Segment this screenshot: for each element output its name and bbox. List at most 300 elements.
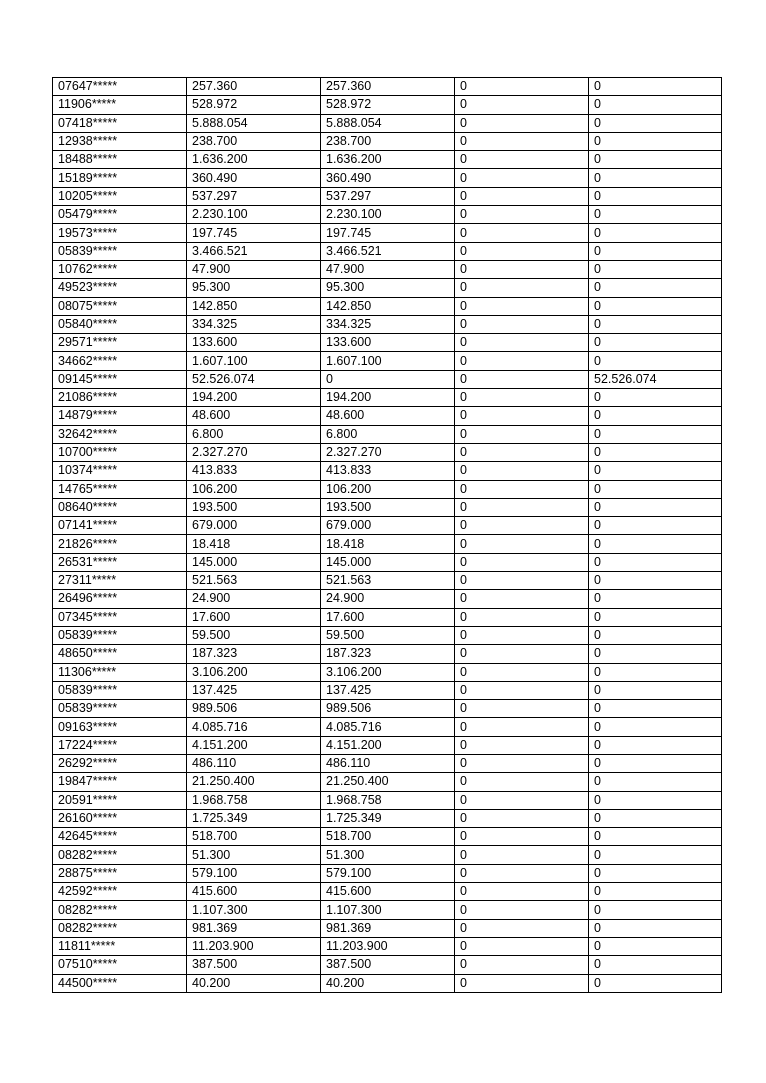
balance-cell: 0	[589, 681, 722, 699]
zero-cell: 0	[455, 206, 589, 224]
amount-cell: 4.085.716	[187, 718, 321, 736]
balance-cell: 0	[589, 517, 722, 535]
zero-cell: 0	[455, 590, 589, 608]
amount-cell: 679.000	[187, 517, 321, 535]
table-row	[53, 608, 722, 626]
table-row	[53, 370, 722, 388]
zero-cell: 0	[455, 535, 589, 553]
table-row	[53, 645, 722, 663]
table-row	[53, 974, 722, 992]
id-cell: 10700*****	[53, 443, 187, 461]
zero-cell: 0	[455, 919, 589, 937]
balance-cell: 0	[589, 334, 722, 352]
amount-cell: 1.607.100	[187, 352, 321, 370]
balance-cell: 0	[589, 260, 722, 278]
zero-cell: 0	[455, 370, 589, 388]
zero-cell: 0	[455, 809, 589, 827]
table-row	[53, 901, 722, 919]
id-cell: 32642*****	[53, 425, 187, 443]
balance-cell: 0	[589, 389, 722, 407]
id-cell: 15189*****	[53, 169, 187, 187]
balance-cell: 0	[589, 608, 722, 626]
balance-cell: 0	[589, 828, 722, 846]
amount-cell: 4.151.200	[187, 736, 321, 754]
balance-cell: 0	[589, 443, 722, 461]
table-row	[53, 572, 722, 590]
amount2-cell: 18.418	[321, 535, 455, 553]
zero-cell: 0	[455, 608, 589, 626]
balance-cell: 0	[589, 78, 722, 96]
table-row	[53, 773, 722, 791]
amount2-cell: 257.360	[321, 78, 455, 96]
zero-cell: 0	[455, 132, 589, 150]
table-row	[53, 352, 722, 370]
table-row	[53, 279, 722, 297]
balance-cell: 0	[589, 572, 722, 590]
balance-cell: 0	[589, 206, 722, 224]
amount2-cell: 24.900	[321, 590, 455, 608]
id-cell: 08282*****	[53, 846, 187, 864]
id-cell: 42645*****	[53, 828, 187, 846]
table-row	[53, 187, 722, 205]
amount2-cell: 51.300	[321, 846, 455, 864]
amount-cell: 24.900	[187, 590, 321, 608]
amount2-cell: 981.369	[321, 919, 455, 937]
amount-cell: 51.300	[187, 846, 321, 864]
amount-cell: 1.107.300	[187, 901, 321, 919]
id-cell: 08282*****	[53, 919, 187, 937]
balance-cell: 0	[589, 498, 722, 516]
amount-cell: 52.526.074	[187, 370, 321, 388]
id-cell: 18488*****	[53, 151, 187, 169]
amount-cell: 387.500	[187, 956, 321, 974]
zero-cell: 0	[455, 462, 589, 480]
amount2-cell: 137.425	[321, 681, 455, 699]
zero-cell: 0	[455, 425, 589, 443]
amount2-cell: 537.297	[321, 187, 455, 205]
amount2-cell: 21.250.400	[321, 773, 455, 791]
id-cell: 10762*****	[53, 260, 187, 278]
table-row	[53, 517, 722, 535]
table-row	[53, 260, 722, 278]
amount-cell: 1.725.349	[187, 809, 321, 827]
zero-cell: 0	[455, 663, 589, 681]
table-row	[53, 480, 722, 498]
id-cell: 14765*****	[53, 480, 187, 498]
amount-cell: 21.250.400	[187, 773, 321, 791]
amount2-cell: 360.490	[321, 169, 455, 187]
table-row	[53, 462, 722, 480]
id-cell: 05479*****	[53, 206, 187, 224]
amount2-cell: 1.107.300	[321, 901, 455, 919]
amount-cell: 486.110	[187, 754, 321, 772]
amount-cell: 48.600	[187, 407, 321, 425]
amount2-cell: 11.203.900	[321, 937, 455, 955]
id-cell: 42592*****	[53, 883, 187, 901]
amount-cell: 18.418	[187, 535, 321, 553]
amount-cell: 187.323	[187, 645, 321, 663]
id-cell: 29571*****	[53, 334, 187, 352]
amount2-cell: 95.300	[321, 279, 455, 297]
table-row	[53, 919, 722, 937]
table-row	[53, 169, 722, 187]
amount2-cell: 528.972	[321, 96, 455, 114]
amount2-cell: 17.600	[321, 608, 455, 626]
amount-cell: 3.106.200	[187, 663, 321, 681]
amount-cell: 360.490	[187, 169, 321, 187]
zero-cell: 0	[455, 773, 589, 791]
zero-cell: 0	[455, 260, 589, 278]
balance-cell: 0	[589, 645, 722, 663]
zero-cell: 0	[455, 114, 589, 132]
id-cell: 08075*****	[53, 297, 187, 315]
id-cell: 09163*****	[53, 718, 187, 736]
amount-cell: 197.745	[187, 224, 321, 242]
id-cell: 07141*****	[53, 517, 187, 535]
balance-cell: 0	[589, 626, 722, 644]
amount2-cell: 3.466.521	[321, 242, 455, 260]
amount2-cell: 6.800	[321, 425, 455, 443]
amount2-cell: 4.151.200	[321, 736, 455, 754]
amount-cell: 1.968.758	[187, 791, 321, 809]
zero-cell: 0	[455, 169, 589, 187]
id-cell: 05839*****	[53, 626, 187, 644]
id-cell: 10374*****	[53, 462, 187, 480]
amount-cell: 528.972	[187, 96, 321, 114]
id-cell: 28875*****	[53, 864, 187, 882]
id-cell: 44500*****	[53, 974, 187, 992]
balance-cell: 0	[589, 736, 722, 754]
zero-cell: 0	[455, 297, 589, 315]
balance-cell: 0	[589, 297, 722, 315]
amount-cell: 413.833	[187, 462, 321, 480]
balance-cell: 0	[589, 846, 722, 864]
id-cell: 26292*****	[53, 754, 187, 772]
zero-cell: 0	[455, 315, 589, 333]
id-cell: 07418*****	[53, 114, 187, 132]
amount-cell: 137.425	[187, 681, 321, 699]
zero-cell: 0	[455, 572, 589, 590]
table-row	[53, 407, 722, 425]
amount2-cell: 387.500	[321, 956, 455, 974]
amount2-cell: 238.700	[321, 132, 455, 150]
balance-cell: 0	[589, 883, 722, 901]
zero-cell: 0	[455, 956, 589, 974]
table-row	[53, 224, 722, 242]
amount-cell: 40.200	[187, 974, 321, 992]
balance-cell: 0	[589, 132, 722, 150]
amount2-cell: 579.100	[321, 864, 455, 882]
id-cell: 07647*****	[53, 78, 187, 96]
amount-cell: 521.563	[187, 572, 321, 590]
zero-cell: 0	[455, 443, 589, 461]
zero-cell: 0	[455, 480, 589, 498]
balance-cell: 0	[589, 791, 722, 809]
table-row	[53, 535, 722, 553]
balance-cell: 0	[589, 956, 722, 974]
amount-cell: 3.466.521	[187, 242, 321, 260]
amount2-cell: 415.600	[321, 883, 455, 901]
amount-cell: 989.506	[187, 700, 321, 718]
balance-cell: 0	[589, 480, 722, 498]
table-row	[53, 498, 722, 516]
amount2-cell: 413.833	[321, 462, 455, 480]
zero-cell: 0	[455, 883, 589, 901]
amount-cell: 334.325	[187, 315, 321, 333]
amount2-cell: 145.000	[321, 553, 455, 571]
zero-cell: 0	[455, 352, 589, 370]
id-cell: 26496*****	[53, 590, 187, 608]
table-row	[53, 626, 722, 644]
amount-cell: 47.900	[187, 260, 321, 278]
amount-cell: 142.850	[187, 297, 321, 315]
amount2-cell: 1.968.758	[321, 791, 455, 809]
table-row	[53, 791, 722, 809]
amount2-cell: 5.888.054	[321, 114, 455, 132]
zero-cell: 0	[455, 224, 589, 242]
zero-cell: 0	[455, 517, 589, 535]
table-row	[53, 425, 722, 443]
table-row	[53, 242, 722, 260]
amount2-cell: 197.745	[321, 224, 455, 242]
amount-cell: 133.600	[187, 334, 321, 352]
amount2-cell: 4.085.716	[321, 718, 455, 736]
amount-cell: 106.200	[187, 480, 321, 498]
amount2-cell: 133.600	[321, 334, 455, 352]
id-cell: 12938*****	[53, 132, 187, 150]
table-row	[53, 700, 722, 718]
amount2-cell: 106.200	[321, 480, 455, 498]
amount2-cell: 59.500	[321, 626, 455, 644]
zero-cell: 0	[455, 334, 589, 352]
table-row	[53, 864, 722, 882]
amount2-cell: 679.000	[321, 517, 455, 535]
table-row	[53, 754, 722, 772]
id-cell: 05839*****	[53, 681, 187, 699]
amount-cell: 17.600	[187, 608, 321, 626]
balance-cell: 0	[589, 187, 722, 205]
table-row	[53, 206, 722, 224]
amount-cell: 11.203.900	[187, 937, 321, 955]
amount-cell: 537.297	[187, 187, 321, 205]
table-row	[53, 718, 722, 736]
zero-cell: 0	[455, 151, 589, 169]
id-cell: 08640*****	[53, 498, 187, 516]
zero-cell: 0	[455, 626, 589, 644]
id-cell: 27311*****	[53, 572, 187, 590]
table-row	[53, 151, 722, 169]
id-cell: 21086*****	[53, 389, 187, 407]
table-row	[53, 96, 722, 114]
amount2-cell: 142.850	[321, 297, 455, 315]
table-row	[53, 78, 722, 96]
amount2-cell: 1.607.100	[321, 352, 455, 370]
amount-cell: 2.327.270	[187, 443, 321, 461]
zero-cell: 0	[455, 279, 589, 297]
amount2-cell: 2.327.270	[321, 443, 455, 461]
amount2-cell: 47.900	[321, 260, 455, 278]
amount2-cell: 521.563	[321, 572, 455, 590]
zero-cell: 0	[455, 846, 589, 864]
balance-cell: 0	[589, 901, 722, 919]
table-row	[53, 297, 722, 315]
zero-cell: 0	[455, 974, 589, 992]
zero-cell: 0	[455, 700, 589, 718]
amount2-cell: 518.700	[321, 828, 455, 846]
amount2-cell: 2.230.100	[321, 206, 455, 224]
zero-cell: 0	[455, 681, 589, 699]
amount-cell: 5.888.054	[187, 114, 321, 132]
zero-cell: 0	[455, 407, 589, 425]
table-row	[53, 114, 722, 132]
amount2-cell: 48.600	[321, 407, 455, 425]
amount2-cell: 486.110	[321, 754, 455, 772]
table-body	[53, 78, 722, 993]
balance-cell: 0	[589, 718, 722, 736]
amount-cell: 59.500	[187, 626, 321, 644]
amount-cell: 2.230.100	[187, 206, 321, 224]
table-row	[53, 956, 722, 974]
table-row	[53, 846, 722, 864]
id-cell: 49523*****	[53, 279, 187, 297]
zero-cell: 0	[455, 96, 589, 114]
balance-cell: 0	[589, 151, 722, 169]
data-table	[52, 77, 722, 993]
amount2-cell: 187.323	[321, 645, 455, 663]
balance-cell: 0	[589, 407, 722, 425]
zero-cell: 0	[455, 498, 589, 516]
table-row	[53, 828, 722, 846]
id-cell: 26531*****	[53, 553, 187, 571]
id-cell: 07345*****	[53, 608, 187, 626]
table-row	[53, 315, 722, 333]
balance-cell: 0	[589, 315, 722, 333]
table-row	[53, 553, 722, 571]
balance-cell: 0	[589, 96, 722, 114]
balance-cell: 0	[589, 425, 722, 443]
table-row	[53, 443, 722, 461]
amount2-cell: 3.106.200	[321, 663, 455, 681]
balance-cell: 0	[589, 224, 722, 242]
amount2-cell: 0	[321, 370, 455, 388]
amount-cell: 257.360	[187, 78, 321, 96]
table-row	[53, 937, 722, 955]
zero-cell: 0	[455, 937, 589, 955]
id-cell: 11811*****	[53, 937, 187, 955]
table-row	[53, 389, 722, 407]
balance-cell: 0	[589, 242, 722, 260]
zero-cell: 0	[455, 553, 589, 571]
balance-cell: 0	[589, 754, 722, 772]
id-cell: 19847*****	[53, 773, 187, 791]
balance-cell: 0	[589, 864, 722, 882]
amount-cell: 194.200	[187, 389, 321, 407]
amount-cell: 145.000	[187, 553, 321, 571]
id-cell: 05839*****	[53, 700, 187, 718]
amount-cell: 579.100	[187, 864, 321, 882]
balance-cell: 0	[589, 974, 722, 992]
balance-cell: 0	[589, 462, 722, 480]
id-cell: 11306*****	[53, 663, 187, 681]
amount-cell: 415.600	[187, 883, 321, 901]
balance-cell: 0	[589, 773, 722, 791]
zero-cell: 0	[455, 78, 589, 96]
zero-cell: 0	[455, 718, 589, 736]
table-row	[53, 809, 722, 827]
balance-cell: 0	[589, 700, 722, 718]
balance-cell: 0	[589, 279, 722, 297]
zero-cell: 0	[455, 754, 589, 772]
zero-cell: 0	[455, 864, 589, 882]
table-row	[53, 681, 722, 699]
id-cell: 34662*****	[53, 352, 187, 370]
amount-cell: 518.700	[187, 828, 321, 846]
balance-cell: 0	[589, 169, 722, 187]
amount-cell: 238.700	[187, 132, 321, 150]
table-row	[53, 736, 722, 754]
amount2-cell: 193.500	[321, 498, 455, 516]
amount-cell: 193.500	[187, 498, 321, 516]
balance-cell: 0	[589, 809, 722, 827]
balance-cell: 0	[589, 590, 722, 608]
id-cell: 17224*****	[53, 736, 187, 754]
zero-cell: 0	[455, 389, 589, 407]
amount2-cell: 334.325	[321, 315, 455, 333]
balance-cell: 0	[589, 553, 722, 571]
balance-cell: 0	[589, 937, 722, 955]
balance-cell: 52.526.074	[589, 370, 722, 388]
amount2-cell: 989.506	[321, 700, 455, 718]
id-cell: 05839*****	[53, 242, 187, 260]
id-cell: 09145*****	[53, 370, 187, 388]
id-cell: 10205*****	[53, 187, 187, 205]
balance-cell: 0	[589, 352, 722, 370]
id-cell: 08282*****	[53, 901, 187, 919]
zero-cell: 0	[455, 242, 589, 260]
zero-cell: 0	[455, 187, 589, 205]
id-cell: 07510*****	[53, 956, 187, 974]
id-cell: 14879*****	[53, 407, 187, 425]
amount-cell: 6.800	[187, 425, 321, 443]
balance-cell: 0	[589, 663, 722, 681]
table-row	[53, 334, 722, 352]
zero-cell: 0	[455, 901, 589, 919]
balance-cell: 0	[589, 114, 722, 132]
amount2-cell: 1.636.200	[321, 151, 455, 169]
id-cell: 20591*****	[53, 791, 187, 809]
id-cell: 48650*****	[53, 645, 187, 663]
amount-cell: 981.369	[187, 919, 321, 937]
table-row	[53, 132, 722, 150]
amount2-cell: 194.200	[321, 389, 455, 407]
zero-cell: 0	[455, 828, 589, 846]
table-row	[53, 590, 722, 608]
amount2-cell: 40.200	[321, 974, 455, 992]
id-cell: 21826*****	[53, 535, 187, 553]
balance-cell: 0	[589, 535, 722, 553]
amount-cell: 95.300	[187, 279, 321, 297]
amount-cell: 1.636.200	[187, 151, 321, 169]
id-cell: 05840*****	[53, 315, 187, 333]
table-row	[53, 663, 722, 681]
zero-cell: 0	[455, 645, 589, 663]
zero-cell: 0	[455, 791, 589, 809]
amount2-cell: 1.725.349	[321, 809, 455, 827]
table-row	[53, 883, 722, 901]
id-cell: 26160*****	[53, 809, 187, 827]
zero-cell: 0	[455, 736, 589, 754]
id-cell: 19573*****	[53, 224, 187, 242]
